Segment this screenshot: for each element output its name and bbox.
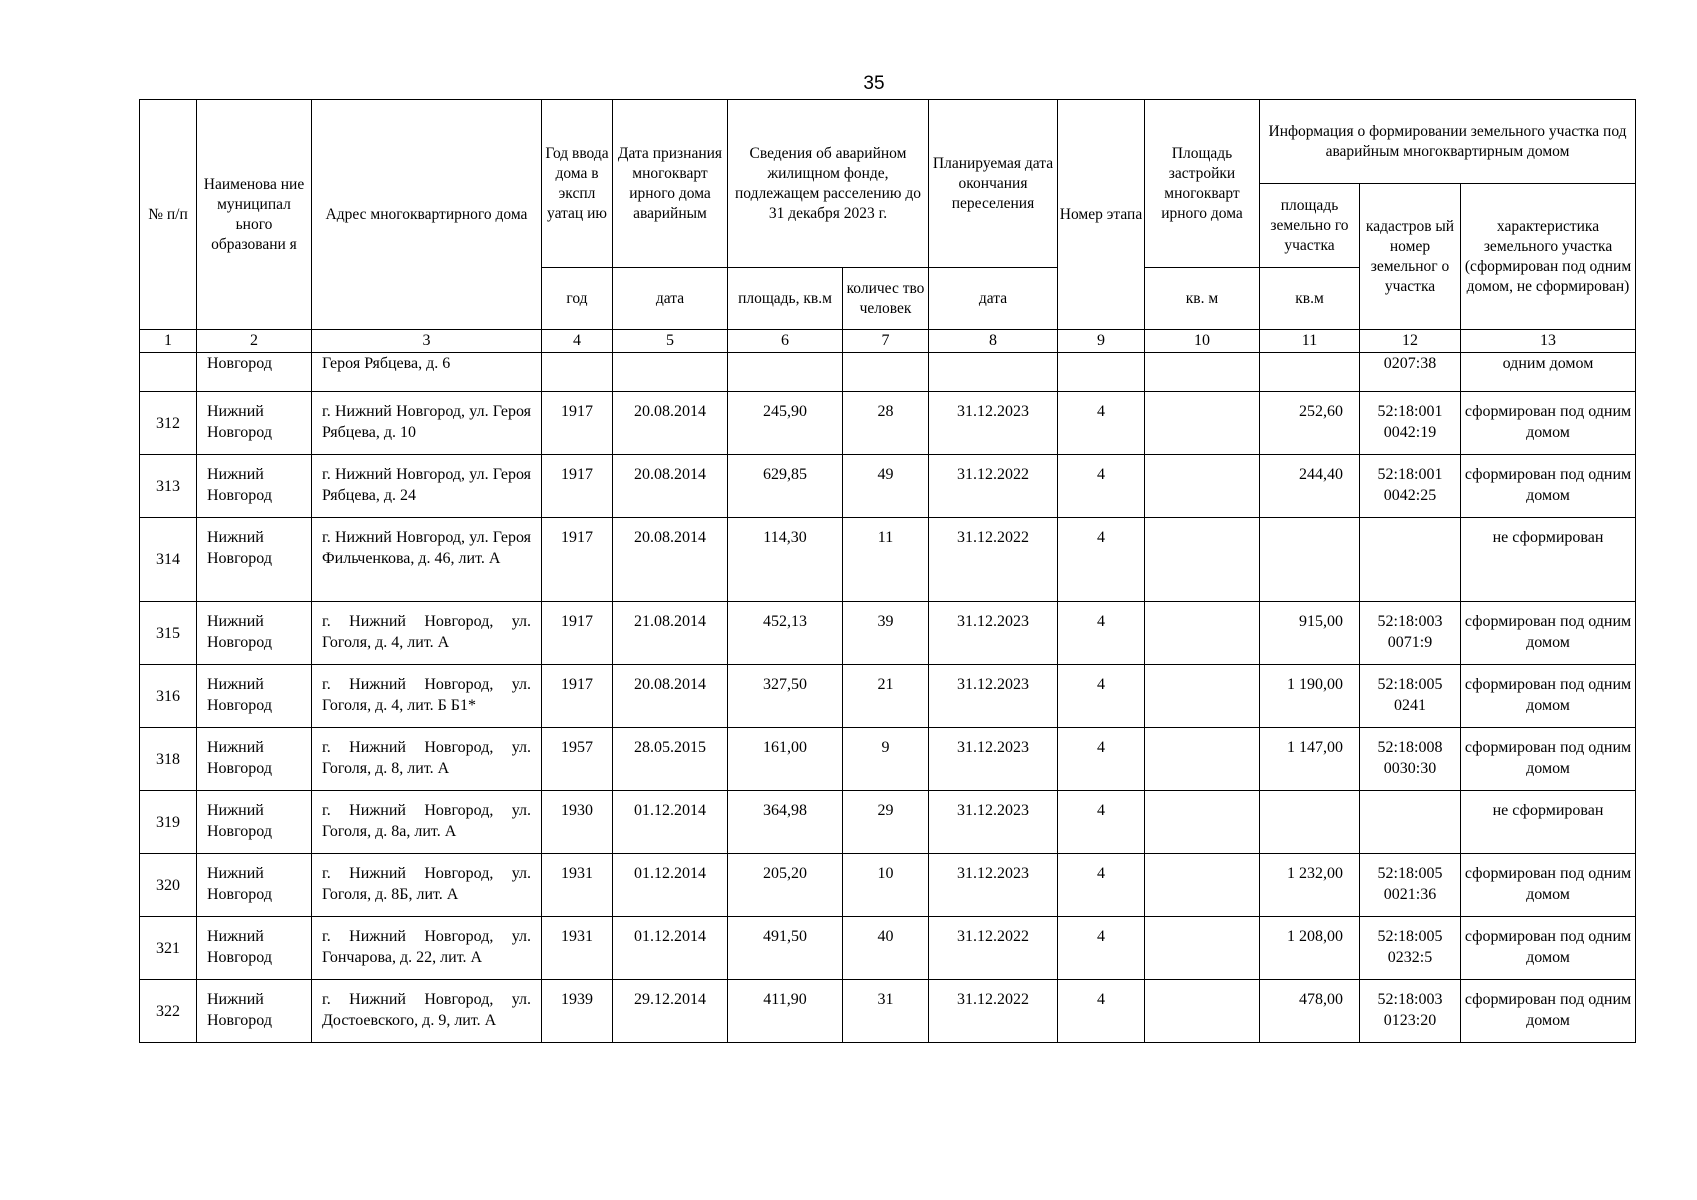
cell-municipality: Новгород <box>197 353 312 392</box>
cell-people-count: 9 <box>843 728 929 791</box>
cell-row-number: 319 <box>140 791 197 854</box>
cell-municipality: Нижний Новгород <box>197 455 312 518</box>
cell-recognition-date: 01.12.2014 <box>613 917 728 980</box>
cell-built-area <box>1145 518 1260 602</box>
cell-people-count: 10 <box>843 854 929 917</box>
cell-commission-year: 1917 <box>542 518 613 602</box>
cell-stage-number: 4 <box>1058 980 1145 1043</box>
cell-address: Героя Рябцева, д. 6 <box>312 353 542 392</box>
cell-cadastral-number: 52:18:005 0232:5 <box>1360 917 1461 980</box>
cell-row-number <box>140 353 197 392</box>
column-number: 13 <box>1461 330 1636 353</box>
cell-stage-number: 4 <box>1058 854 1145 917</box>
cell-land-characteristic: сформирован под одним домом <box>1461 854 1636 917</box>
cell-municipality: Нижний Новгород <box>197 602 312 665</box>
cell-land-area <box>1260 353 1360 392</box>
unit-end-date: дата <box>929 268 1058 330</box>
cell-municipality: Нижний Новгород <box>197 854 312 917</box>
table-row <box>140 917 1636 980</box>
header-municipality: Наименова ние муниципал ьного образовани я <box>197 100 312 330</box>
cell-land-area: 1 190,00 <box>1260 665 1360 728</box>
cell-people-count: 31 <box>843 980 929 1043</box>
cell-people-count: 39 <box>843 602 929 665</box>
cell-cadastral-number: 0207:38 <box>1360 353 1461 392</box>
column-number: 5 <box>613 330 728 353</box>
cell-municipality: Нижний Новгород <box>197 791 312 854</box>
cell-land-characteristic: не сформирован <box>1461 518 1636 602</box>
cell-planned-end-date: 31.12.2023 <box>929 665 1058 728</box>
cell-row-number: 321 <box>140 917 197 980</box>
cell-people-count: 11 <box>843 518 929 602</box>
cell-stage-number: 4 <box>1058 665 1145 728</box>
cell-fund-area: 491,50 <box>728 917 843 980</box>
table-row <box>140 791 1636 854</box>
column-number: 1 <box>140 330 197 353</box>
cell-commission-year: 1930 <box>542 791 613 854</box>
cell-people-count: 28 <box>843 392 929 455</box>
cell-stage-number: 4 <box>1058 455 1145 518</box>
cell-cadastral-number: 52:18:001 0042:19 <box>1360 392 1461 455</box>
cell-land-characteristic: сформирован под одним домом <box>1461 917 1636 980</box>
cell-fund-area: 452,13 <box>728 602 843 665</box>
cell-recognition-date: 20.08.2014 <box>613 392 728 455</box>
cell-municipality: Нижний Новгород <box>197 665 312 728</box>
cell-address: г. Нижний Новгород, ул. Гоголя, д. 8Б, лит. А <box>312 854 542 917</box>
cell-commission-year: 1917 <box>542 665 613 728</box>
cell-land-area: 915,00 <box>1260 602 1360 665</box>
cell-fund-area: 205,20 <box>728 854 843 917</box>
table-row <box>140 518 1636 602</box>
table-body <box>140 330 1636 1043</box>
cell-commission-year: 1939 <box>542 980 613 1043</box>
cell-land-area: 1 147,00 <box>1260 728 1360 791</box>
header-recognition-date: Дата признания многокварт ирного дома аварийным <box>613 100 728 268</box>
cell-land-area <box>1260 518 1360 602</box>
cell-planned-end-date: 31.12.2022 <box>929 917 1058 980</box>
cell-commission-year: 1917 <box>542 602 613 665</box>
cell-people-count: 49 <box>843 455 929 518</box>
cell-planned-end-date: 31.12.2023 <box>929 854 1058 917</box>
cell-land-area: 1 232,00 <box>1260 854 1360 917</box>
cell-address: г. Нижний Новгород, ул. Гоголя, д. 8а, лит. А <box>312 791 542 854</box>
cell-land-characteristic: сформирован под одним домом <box>1461 728 1636 791</box>
cell-row-number: 312 <box>140 392 197 455</box>
unit-year: год <box>542 268 613 330</box>
cell-fund-area: 327,50 <box>728 665 843 728</box>
cell-land-area <box>1260 791 1360 854</box>
cell-commission-year: 1917 <box>542 455 613 518</box>
cell-stage-number: 4 <box>1058 917 1145 980</box>
cell-land-area: 1 208,00 <box>1260 917 1360 980</box>
cell-cadastral-number: 52:18:005 0241 <box>1360 665 1461 728</box>
cell-built-area <box>1145 854 1260 917</box>
column-number: 2 <box>197 330 312 353</box>
table-row <box>140 392 1636 455</box>
unit-land-area: кв.м <box>1260 268 1360 330</box>
column-number: 6 <box>728 330 843 353</box>
cell-fund-area: 364,98 <box>728 791 843 854</box>
header-land-char: характеристика земельного участка (сформирован под одним домом, не сформирован) <box>1461 184 1636 330</box>
cell-land-area: 244,40 <box>1260 455 1360 518</box>
cell-built-area <box>1145 728 1260 791</box>
cell-row-number: 314 <box>140 518 197 602</box>
cell-row-number: 316 <box>140 665 197 728</box>
cell-municipality: Нижний Новгород <box>197 518 312 602</box>
cell-municipality: Нижний Новгород <box>197 917 312 980</box>
cell-land-characteristic: сформирован под одним домом <box>1461 455 1636 518</box>
cell-address: г. Нижний Новгород, ул. Достоевского, д. 9, лит. А <box>312 980 542 1043</box>
cell-commission-year: 1917 <box>542 392 613 455</box>
cell-people-count: 21 <box>843 665 929 728</box>
cell-commission-year: 1931 <box>542 854 613 917</box>
header-cadastral: кадастров ый номер земельног о участка <box>1360 184 1461 330</box>
column-number-row <box>140 330 1636 353</box>
table-row <box>140 854 1636 917</box>
cell-row-number: 318 <box>140 728 197 791</box>
cell-land-characteristic: сформирован под одним домом <box>1461 392 1636 455</box>
cell-recognition-date: 21.08.2014 <box>613 602 728 665</box>
cell-built-area <box>1145 917 1260 980</box>
cell-planned-end-date: 31.12.2023 <box>929 392 1058 455</box>
cell-recognition-date: 01.12.2014 <box>613 791 728 854</box>
cell-cadastral-number <box>1360 518 1461 602</box>
cell-land-area: 252,60 <box>1260 392 1360 455</box>
cell-cadastral-number: 52:18:008 0030:30 <box>1360 728 1461 791</box>
cell-address: г. Нижний Новгород, ул. Гоголя, д. 4, лит. Б Б1* <box>312 665 542 728</box>
cell-planned-end-date <box>929 353 1058 392</box>
cell-built-area <box>1145 791 1260 854</box>
unit-built-area: кв. м <box>1145 268 1260 330</box>
column-number: 8 <box>929 330 1058 353</box>
cell-address: г. Нижний Новгород, ул. Гончарова, д. 22, лит. А <box>312 917 542 980</box>
column-number: 10 <box>1145 330 1260 353</box>
cell-cadastral-number: 52:18:003 0123:20 <box>1360 980 1461 1043</box>
cell-row-number: 320 <box>140 854 197 917</box>
cell-built-area <box>1145 392 1260 455</box>
cell-planned-end-date: 31.12.2023 <box>929 602 1058 665</box>
cell-planned-end-date: 31.12.2023 <box>929 791 1058 854</box>
cell-stage-number: 4 <box>1058 392 1145 455</box>
cell-built-area <box>1145 353 1260 392</box>
cell-recognition-date: 20.08.2014 <box>613 665 728 728</box>
header-year: Год ввода дома в экспл уатац ию <box>542 100 613 268</box>
cell-fund-area <box>728 353 843 392</box>
cell-recognition-date: 20.08.2014 <box>613 518 728 602</box>
cell-recognition-date: 01.12.2014 <box>613 854 728 917</box>
cell-row-number: 315 <box>140 602 197 665</box>
cell-commission-year <box>542 353 613 392</box>
unit-area: площадь, кв.м <box>728 268 843 330</box>
cell-planned-end-date: 31.12.2022 <box>929 455 1058 518</box>
cell-built-area <box>1145 665 1260 728</box>
cell-fund-area: 411,90 <box>728 980 843 1043</box>
cell-planned-end-date: 31.12.2022 <box>929 980 1058 1043</box>
cell-built-area <box>1145 980 1260 1043</box>
cell-cadastral-number: 52:18:005 0021:36 <box>1360 854 1461 917</box>
cell-commission-year: 1931 <box>542 917 613 980</box>
cell-stage-number: 4 <box>1058 602 1145 665</box>
cell-address: г. Нижний Новгород, ул. Гоголя, д. 4, лит. А <box>312 602 542 665</box>
table-row <box>140 353 1636 392</box>
header-fund-info: Сведения об аварийном жилищном фонде, подлежащем расселению до 31 декабря 2023 г. <box>728 100 929 268</box>
cell-stage-number: 4 <box>1058 728 1145 791</box>
cell-people-count: 29 <box>843 791 929 854</box>
cell-cadastral-number: 52:18:001 0042:25 <box>1360 455 1461 518</box>
table-row <box>140 728 1636 791</box>
header-land-info: Информация о формировании земельного участка под аварийным многоквартирным домом <box>1260 100 1636 184</box>
cell-row-number: 313 <box>140 455 197 518</box>
cell-stage-number: 4 <box>1058 791 1145 854</box>
cell-built-area <box>1145 602 1260 665</box>
column-number: 3 <box>312 330 542 353</box>
cell-cadastral-number <box>1360 791 1461 854</box>
table-row <box>140 455 1636 518</box>
cell-land-characteristic: сформирован под одним домом <box>1461 980 1636 1043</box>
cell-recognition-date: 20.08.2014 <box>613 455 728 518</box>
unit-people: количес тво человек <box>843 268 929 330</box>
table-row <box>140 602 1636 665</box>
cell-recognition-date <box>613 353 728 392</box>
cell-fund-area: 161,00 <box>728 728 843 791</box>
cell-address: г. Нижний Новгород, ул. Гоголя, д. 8, лит. А <box>312 728 542 791</box>
cell-built-area <box>1145 455 1260 518</box>
header-land-area: площадь земельно го участка <box>1260 184 1360 268</box>
emergency-housing-table <box>139 99 1636 1043</box>
page-number: 35 <box>863 73 885 94</box>
column-number: 7 <box>843 330 929 353</box>
cell-municipality: Нижний Новгород <box>197 728 312 791</box>
column-number: 11 <box>1260 330 1360 353</box>
cell-recognition-date: 29.12.2014 <box>613 980 728 1043</box>
column-number: 12 <box>1360 330 1461 353</box>
cell-land-area: 478,00 <box>1260 980 1360 1043</box>
cell-address: г. Нижний Новгород, ул. Героя Фильченкова, д. 46, лит. А <box>312 518 542 602</box>
cell-municipality: Нижний Новгород <box>197 392 312 455</box>
cell-commission-year: 1957 <box>542 728 613 791</box>
cell-land-characteristic: не сформирован <box>1461 791 1636 854</box>
header-planned-date: Планируемая дата окончания переселения <box>929 100 1058 268</box>
cell-municipality: Нижний Новгород <box>197 980 312 1043</box>
cell-fund-area: 114,30 <box>728 518 843 602</box>
cell-address: г. Нижний Новгород, ул. Героя Рябцева, д. 24 <box>312 455 542 518</box>
header-stage: Номер этапа <box>1058 100 1145 330</box>
header-built-area: Площадь застройки многокварт ирного дома <box>1145 100 1260 268</box>
cell-planned-end-date: 31.12.2022 <box>929 518 1058 602</box>
cell-land-characteristic: одним домом <box>1461 353 1636 392</box>
cell-people-count: 40 <box>843 917 929 980</box>
cell-stage-number <box>1058 353 1145 392</box>
column-number: 4 <box>542 330 613 353</box>
cell-land-characteristic: сформирован под одним домом <box>1461 665 1636 728</box>
cell-land-characteristic: сформирован под одним домом <box>1461 602 1636 665</box>
cell-row-number: 322 <box>140 980 197 1043</box>
cell-cadastral-number: 52:18:003 0071:9 <box>1360 602 1461 665</box>
table-row <box>140 665 1636 728</box>
cell-planned-end-date: 31.12.2023 <box>929 728 1058 791</box>
table-header <box>140 100 1636 330</box>
cell-fund-area: 629,85 <box>728 455 843 518</box>
cell-recognition-date: 28.05.2015 <box>613 728 728 791</box>
cell-address: г. Нижний Новгород, ул. Героя Рябцева, д. 10 <box>312 392 542 455</box>
table-row <box>140 980 1636 1043</box>
cell-people-count <box>843 353 929 392</box>
header-number: № п/п <box>140 100 197 330</box>
column-number: 9 <box>1058 330 1145 353</box>
unit-date: дата <box>613 268 728 330</box>
cell-stage-number: 4 <box>1058 518 1145 602</box>
header-address: Адрес многоквартирного дома <box>312 100 542 330</box>
cell-fund-area: 245,90 <box>728 392 843 455</box>
